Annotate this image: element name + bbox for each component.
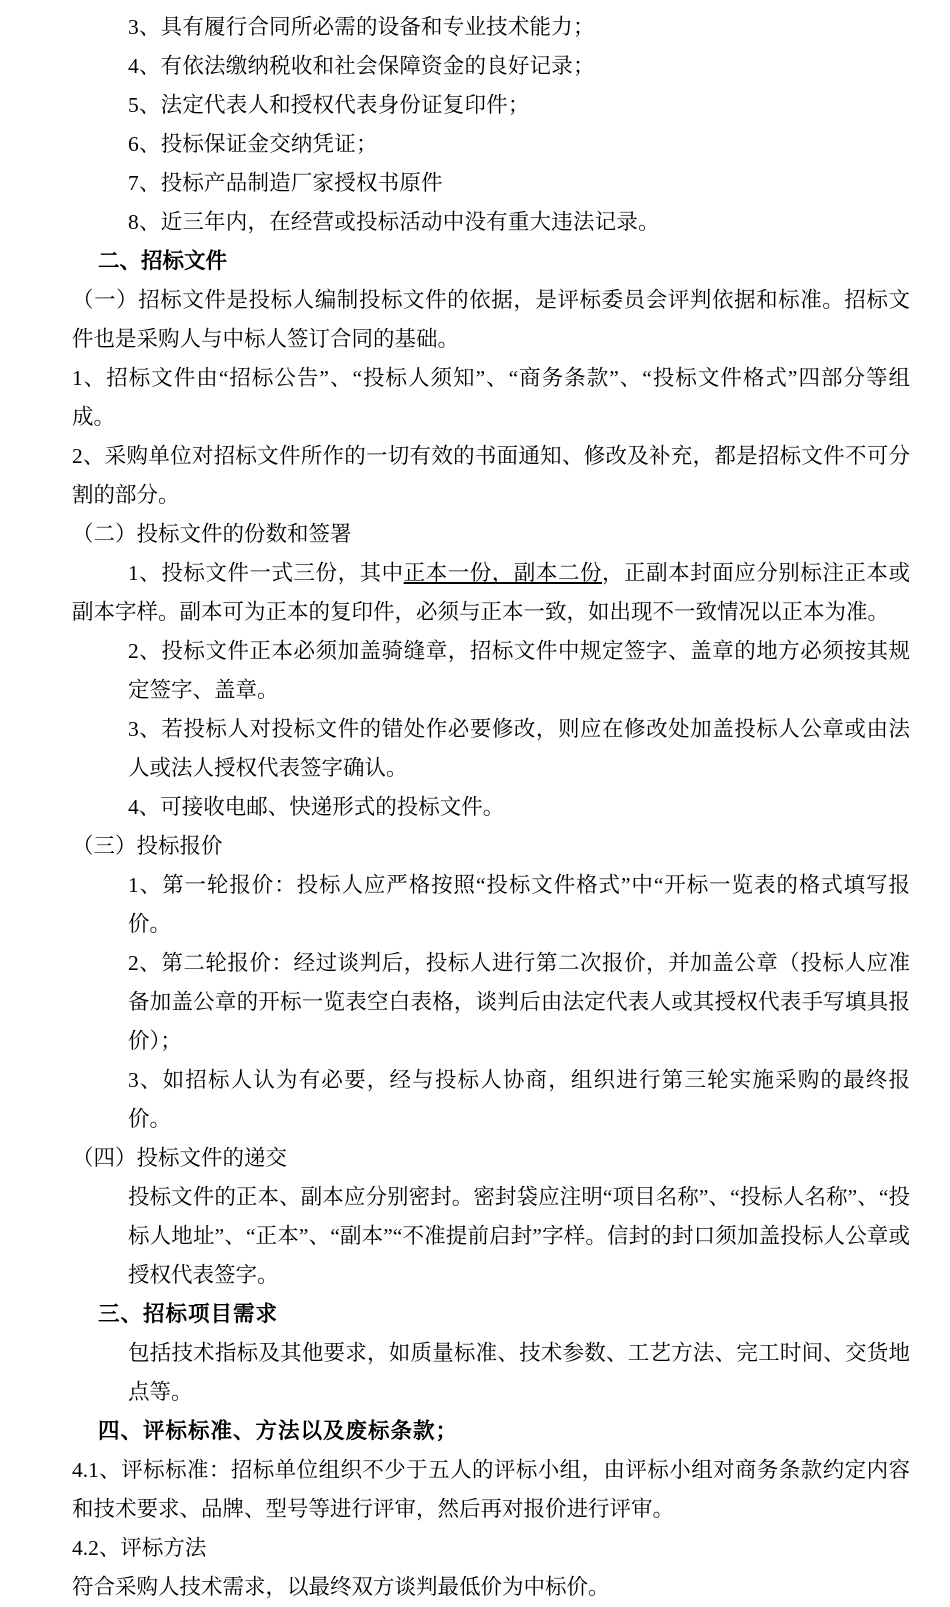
list-item: 3、具有履行合同所必需的设备和专业技术能力； (128, 15, 595, 39)
paragraph-part-2: ，正副本封面应分别标注正本或副本字样。副本可为正本的复印件，必须与正本一致，如出现不一致情况以正本为准。 (72, 561, 910, 624)
paragraph: 投标文件的正本、副本应分别密封。密封袋应注明“项目名称”、“投标人名称”、“投标人地址”、“正本”、“副本”“不准提前启封”字样。信封的封口须加盖投标人公章或授权代表签字。 (128, 1185, 910, 1287)
paragraph: （四）投标文件的递交 (72, 1146, 288, 1170)
paragraph: 4.1、评标标准：招标单位组织不少于五人的评标小组，由评标小组对商务条款约定内容和技术要求、品牌、型号等进行评审，然后再对报价进行评审。 (72, 1458, 910, 1521)
paragraph: 1、第一轮报价：投标人应严格按照“投标文件格式”中“开标一览表的格式填写报价。 (128, 873, 910, 936)
section-heading-2: 二、招标文件 (98, 249, 228, 273)
paragraph: 包括技术指标及其他要求，如质量标准、技术参数、工艺方法、完工时间、交货地点等。 (128, 1341, 910, 1404)
paragraph: （二）投标文件的份数和签署 (72, 522, 352, 546)
underlined-text: 正本一份，副本二份 (403, 561, 603, 585)
paragraph: 4、可接收电邮、快递形式的投标文件。 (128, 795, 505, 819)
paragraph: 3、若投标人对投标文件的错处作必要修改，则应在修改处加盖投标人公章或由法人或法人授权代表签字确认。 (128, 717, 910, 780)
section-heading-3: 三、招标项目需求 (98, 1302, 279, 1326)
paragraph-with-underline (72, 554, 910, 632)
paragraph: 2、第二轮报价：经过谈判后，投标人进行第二次报价，并加盖公章（投标人应准备加盖公章的开标一览表空白表格，谈判后由法定代表人或其授权代表手写填具报价）； (128, 951, 910, 1053)
list-item: 6、投标保证金交纳凭证； (128, 132, 378, 156)
paragraph-part-1: 1、投标文件一式三份，其中 (128, 561, 404, 585)
list-item: 8、近三年内，在经营或投标活动中没有重大违法记录。 (128, 210, 660, 234)
list-item: 5、法定代表人和授权代表身份证复印件； (128, 93, 530, 117)
paragraph: 1、招标文件由“招标公告”、“投标人须知”、“商务条款”、“投标文件格式”四部分等组成。 (72, 366, 910, 429)
paragraph: （一）招标文件是投标人编制投标文件的依据，是评标委员会评判依据和标准。招标文件也是采购人与中标人签订合同的基础。 (72, 288, 910, 351)
list-item: 4、有依法缴纳税收和社会保障资金的良好记录； (128, 54, 595, 78)
list-item: 7、投标产品制造厂家授权书原件 (128, 171, 443, 195)
paragraph: 4.2、评标方法 (72, 1536, 207, 1560)
paragraph: 符合采购人技术需求，以最终双方谈判最低价为中标价。 (72, 1575, 610, 1599)
section-heading-4: 四、评标标准、方法以及废标条款； (98, 1419, 459, 1443)
paragraph: 2、投标文件正本必须加盖骑缝章，招标文件中规定签字、盖章的地方必须按其规定签字、盖章。 (128, 639, 910, 702)
paragraph: 3、如招标人认为有必要，经与投标人协商，组织进行第三轮实施采购的最终报价。 (128, 1068, 910, 1131)
paragraph: 2、采购单位对招标文件所作的一切有效的书面通知、修改及补充，都是招标文件不可分割的部分。 (72, 444, 910, 507)
paragraph: （三）投标报价 (72, 834, 223, 858)
